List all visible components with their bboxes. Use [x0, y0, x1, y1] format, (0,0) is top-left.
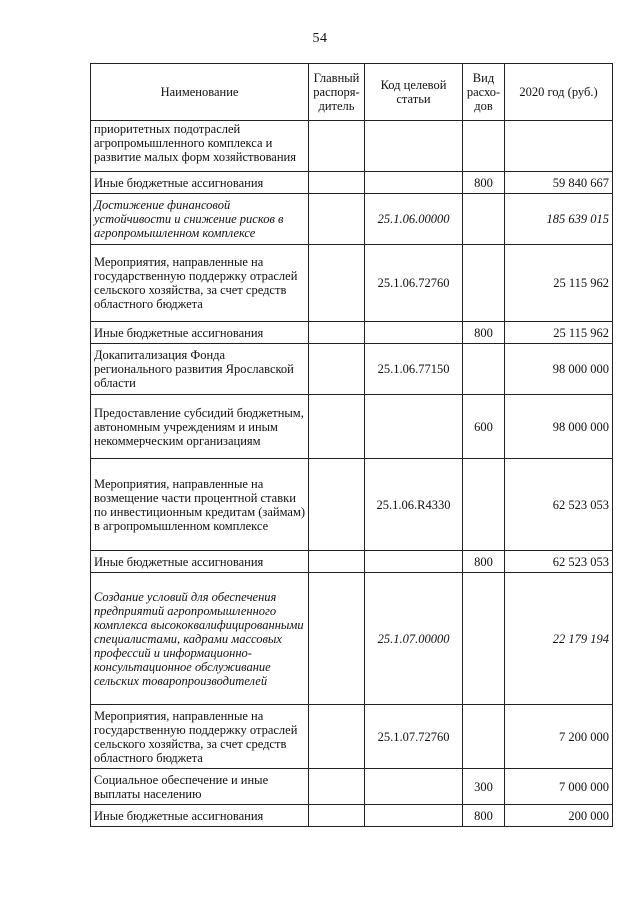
cell-kind: 800 — [463, 805, 505, 827]
cell-code — [365, 322, 463, 344]
page-number: 54 — [312, 31, 328, 46]
cell-name: Иные бюджетные ассигнования — [91, 172, 309, 194]
table-row — [91, 551, 613, 573]
header-name: Наименование — [91, 64, 309, 121]
header-amount: 2020 год (руб.) — [505, 64, 613, 121]
cell-name: Создание условий для обеспечения предприятий агропромышленного комплекса высококвалифицированными специалистами, кадрами массовых профессий и информационно-консультационное обслуживание сельских товаропроизводителей — [91, 573, 309, 705]
cell-code: 25.1.06.00000 — [365, 194, 463, 245]
cell-name: Мероприятия, направленные на государственную поддержку отраслей сельского хозяйства, за счет средств областного бюджета — [91, 245, 309, 322]
cell-name: Мероприятия, направленные на возмещение части процентной ставки по инвестиционным кредитам (займам) в агропромышленном комплексе — [91, 459, 309, 551]
cell-manager — [309, 194, 365, 245]
cell-manager — [309, 573, 365, 705]
cell-kind: 800 — [463, 551, 505, 573]
cell-amount: 7 200 000 — [505, 705, 613, 769]
cell-amount: 98 000 000 — [505, 344, 613, 395]
cell-name: Социальное обеспечение и иные выплаты населению — [91, 769, 309, 805]
cell-manager — [309, 245, 365, 322]
cell-code: 25.1.06.77150 — [365, 344, 463, 395]
table-row — [91, 245, 613, 322]
cell-name: Докапитализация Фонда регионального развития Ярославской области — [91, 344, 309, 395]
table-body — [91, 121, 613, 827]
table-row — [91, 573, 613, 705]
cell-name: приоритетных подотраслей агропромышленного комплекса и развитие малых форм хозяйствования — [91, 121, 309, 172]
cell-amount — [505, 121, 613, 172]
cell-name: Иные бюджетные ассигнования — [91, 322, 309, 344]
cell-kind — [463, 245, 505, 322]
cell-kind — [463, 121, 505, 172]
cell-manager — [309, 395, 365, 459]
table-row — [91, 344, 613, 395]
table-row — [91, 805, 613, 827]
cell-kind: 800 — [463, 172, 505, 194]
cell-amount: 98 000 000 — [505, 395, 613, 459]
cell-manager — [309, 322, 365, 344]
table-row — [91, 172, 613, 194]
header-code: Код целевой статьи — [365, 64, 463, 121]
table-row — [91, 322, 613, 344]
cell-kind: 600 — [463, 395, 505, 459]
cell-amount: 62 523 053 — [505, 459, 613, 551]
cell-amount: 200 000 — [505, 805, 613, 827]
cell-manager — [309, 459, 365, 551]
cell-name: Иные бюджетные ассигнования — [91, 805, 309, 827]
budget-table — [90, 63, 613, 827]
cell-name: Предоставление субсидий бюджетным, автономным учреждениям и иным некоммерческим организациям — [91, 395, 309, 459]
cell-amount: 185 639 015 — [505, 194, 613, 245]
cell-code — [365, 395, 463, 459]
cell-kind — [463, 705, 505, 769]
cell-code — [365, 769, 463, 805]
cell-name: Достижение финансовой устойчивости и снижение рисков в агропромышленном комплексе — [91, 194, 309, 245]
cell-manager — [309, 344, 365, 395]
cell-kind: 800 — [463, 322, 505, 344]
cell-code — [365, 172, 463, 194]
cell-code — [365, 551, 463, 573]
cell-amount: 7 000 000 — [505, 769, 613, 805]
cell-manager — [309, 551, 365, 573]
cell-amount: 59 840 667 — [505, 172, 613, 194]
cell-name: Иные бюджетные ассигнования — [91, 551, 309, 573]
cell-kind — [463, 459, 505, 551]
cell-code — [365, 805, 463, 827]
cell-amount: 62 523 053 — [505, 551, 613, 573]
table-row — [91, 395, 613, 459]
cell-kind — [463, 344, 505, 395]
cell-code: 25.1.07.00000 — [365, 573, 463, 705]
table-row — [91, 769, 613, 805]
cell-kind: 300 — [463, 769, 505, 805]
cell-manager — [309, 769, 365, 805]
cell-amount: 22 179 194 — [505, 573, 613, 705]
cell-kind — [463, 194, 505, 245]
cell-code: 25.1.07.72760 — [365, 705, 463, 769]
cell-code: 25.1.06.72760 — [365, 245, 463, 322]
cell-manager — [309, 172, 365, 194]
cell-manager — [309, 705, 365, 769]
header-kind: Вид расхо-дов — [463, 64, 505, 121]
header-manager: Главный распоря-дитель — [309, 64, 365, 121]
cell-amount: 25 115 962 — [505, 322, 613, 344]
cell-manager — [309, 121, 365, 172]
table-row — [91, 705, 613, 769]
cell-amount: 25 115 962 — [505, 245, 613, 322]
cell-code: 25.1.06.R4330 — [365, 459, 463, 551]
table-row — [91, 459, 613, 551]
table-header-row — [91, 64, 613, 121]
table-row — [91, 121, 613, 172]
cell-name: Мероприятия, направленные на государственную поддержку отраслей сельского хозяйства, за счет средств областного бюджета — [91, 705, 309, 769]
table-row — [91, 194, 613, 245]
cell-manager — [309, 805, 365, 827]
cell-kind — [463, 573, 505, 705]
cell-code — [365, 121, 463, 172]
